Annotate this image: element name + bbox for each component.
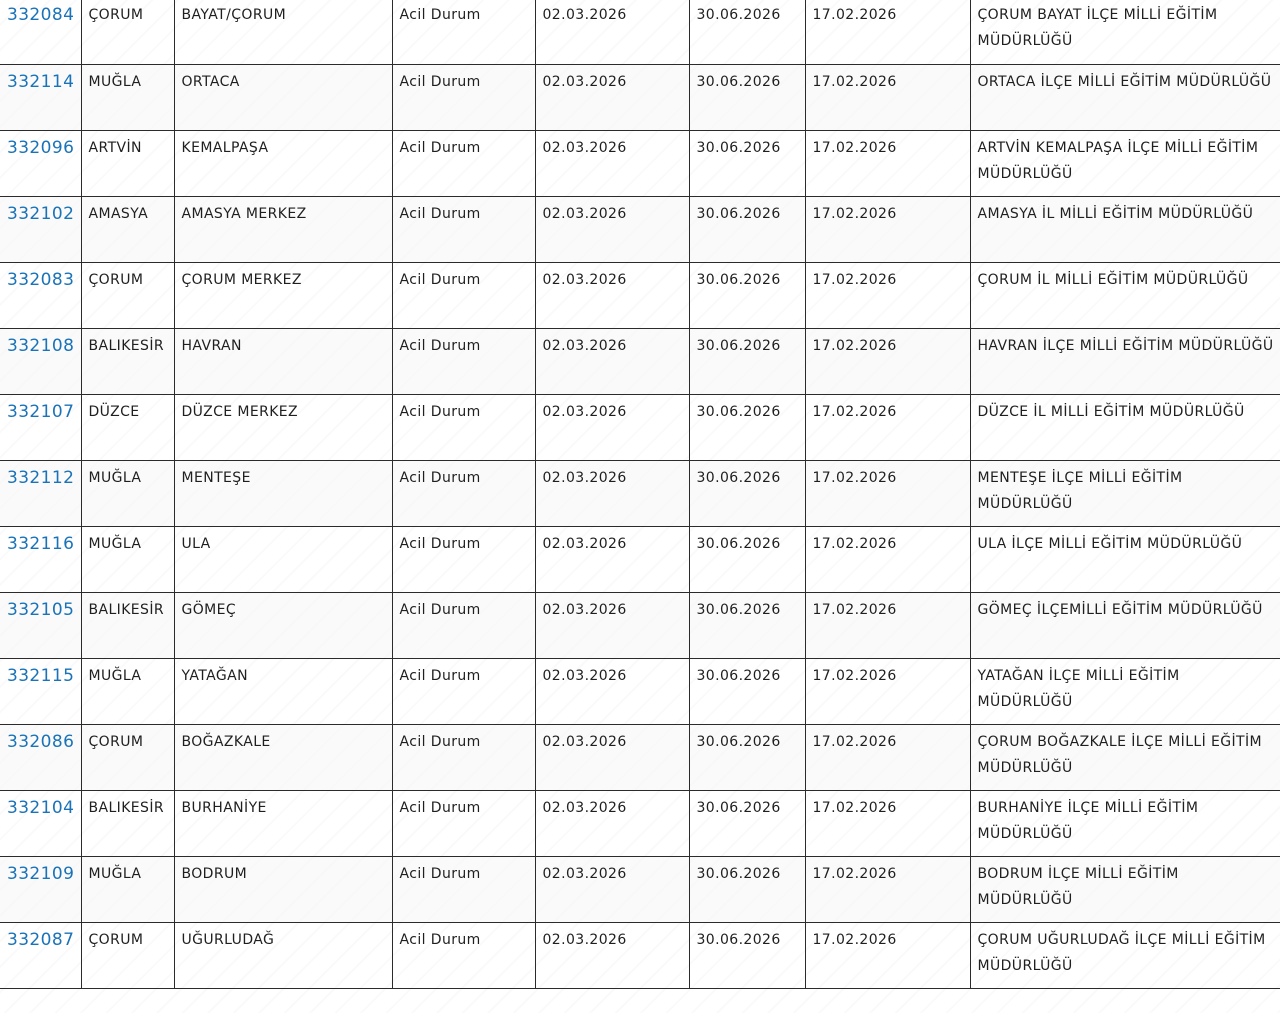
- table-row: [0, 394, 1280, 460]
- table-cell: [81, 460, 174, 526]
- table-cell: [689, 64, 805, 130]
- table-cell: [174, 0, 392, 64]
- table-cell: [689, 0, 805, 64]
- end-date-cell: 30.06.2026: [696, 469, 781, 486]
- table-cell: [81, 526, 174, 592]
- table-cell[interactable]: [0, 922, 81, 988]
- end-date-cell: 30.06.2026: [696, 271, 781, 288]
- table-cell: [535, 130, 689, 196]
- start-date-cell: 02.03.2026: [542, 139, 627, 156]
- table-cell[interactable]: [0, 592, 81, 658]
- announcement-id-link[interactable]: 332108: [7, 335, 75, 356]
- district-cell: HAVRAN: [181, 337, 242, 354]
- status-cell: Acil Durum: [399, 931, 481, 948]
- district-cell: BOĞAZKALE: [181, 733, 271, 750]
- end-date-cell: 30.06.2026: [696, 7, 781, 23]
- table-cell: [81, 328, 174, 394]
- table-cell: [392, 658, 535, 724]
- announcement-id-link[interactable]: 332084: [7, 5, 75, 25]
- table-row: [0, 0, 1280, 64]
- table-cell: [392, 592, 535, 658]
- announcement-id-link[interactable]: 332112: [7, 467, 75, 488]
- table-cell: [81, 790, 174, 856]
- table-cell: [174, 262, 392, 328]
- table-cell: [392, 724, 535, 790]
- table-cell: [805, 460, 970, 526]
- institution-cell: DÜZCE İL MİLLİ EĞİTİM MÜDÜRLÜĞÜ: [977, 403, 1245, 420]
- announcement-date-cell: 17.02.2026: [812, 403, 897, 420]
- status-cell: Acil Durum: [399, 205, 481, 222]
- institution-cell: MENTEŞE İLÇE MİLLİ EĞİTİM MÜDÜRLÜĞÜ: [977, 469, 1183, 512]
- status-cell: Acil Durum: [399, 271, 481, 288]
- table-cell: [174, 130, 392, 196]
- table-cell: [689, 592, 805, 658]
- table-row: [0, 790, 1280, 856]
- table-cell[interactable]: [0, 526, 81, 592]
- table-cell: [392, 196, 535, 262]
- table-cell: [689, 856, 805, 922]
- table-row: [0, 64, 1280, 130]
- district-cell: GÖMEÇ: [181, 601, 237, 618]
- start-date-cell: 02.03.2026: [542, 337, 627, 354]
- table-cell: [535, 262, 689, 328]
- announcement-date-cell: 17.02.2026: [812, 7, 897, 23]
- province-cell: MUĞLA: [88, 73, 142, 90]
- table-cell: [805, 328, 970, 394]
- table-cell: [805, 262, 970, 328]
- announcement-date-cell: 17.02.2026: [812, 73, 897, 90]
- table-cell: [174, 856, 392, 922]
- announcement-date-cell: 17.02.2026: [812, 139, 897, 156]
- announcement-id-link[interactable]: 332104: [7, 797, 75, 818]
- end-date-cell: 30.06.2026: [696, 667, 781, 684]
- start-date-cell: 02.03.2026: [542, 799, 627, 816]
- institution-cell: ÇORUM BAYAT İLÇE MİLLİ EĞİTİM MÜDÜRLÜĞÜ: [977, 7, 1218, 49]
- table-cell: [805, 130, 970, 196]
- table-cell: [970, 592, 1280, 658]
- institution-cell: BODRUM İLÇE MİLLİ EĞİTİM MÜDÜRLÜĞÜ: [977, 865, 1179, 908]
- district-cell: BODRUM: [181, 865, 248, 882]
- province-cell: MUĞLA: [88, 469, 142, 486]
- table-cell: [805, 922, 970, 988]
- district-cell: UĞURLUDAĞ: [181, 931, 275, 948]
- table-cell[interactable]: [0, 196, 81, 262]
- table-cell: [81, 658, 174, 724]
- status-cell: Acil Durum: [399, 601, 481, 618]
- table-row: [0, 130, 1280, 196]
- start-date-cell: 02.03.2026: [542, 73, 627, 90]
- table-cell[interactable]: [0, 724, 81, 790]
- table-cell: [970, 394, 1280, 460]
- province-cell: MUĞLA: [88, 865, 142, 882]
- table-cell: [970, 724, 1280, 790]
- province-cell: DÜZCE: [88, 403, 140, 420]
- table-row: [0, 922, 1280, 988]
- table-cell: [689, 196, 805, 262]
- table-cell[interactable]: [0, 790, 81, 856]
- start-date-cell: 02.03.2026: [542, 865, 627, 882]
- table-cell: [174, 922, 392, 988]
- district-cell: ÇORUM MERKEZ: [181, 271, 302, 288]
- district-cell: BAYAT/ÇORUM: [181, 7, 287, 23]
- table-cell: [970, 658, 1280, 724]
- start-date-cell: 02.03.2026: [542, 733, 627, 750]
- end-date-cell: 30.06.2026: [696, 931, 781, 948]
- table-cell[interactable]: [0, 262, 81, 328]
- table-cell: [970, 526, 1280, 592]
- status-cell: Acil Durum: [399, 865, 481, 882]
- start-date-cell: 02.03.2026: [542, 469, 627, 486]
- table-cell: [805, 0, 970, 64]
- table-cell: [805, 658, 970, 724]
- district-cell: ORTACA: [181, 73, 240, 90]
- announcement-date-cell: 17.02.2026: [812, 799, 897, 816]
- table-cell: [392, 526, 535, 592]
- table-row: [0, 592, 1280, 658]
- table-cell: [535, 526, 689, 592]
- district-cell: MENTEŞE: [181, 469, 251, 486]
- institution-cell: BURHANİYE İLÇE MİLLİ EĞİTİM MÜDÜRLÜĞÜ: [977, 799, 1199, 842]
- table-cell[interactable]: [0, 856, 81, 922]
- announcement-date-cell: 17.02.2026: [812, 667, 897, 684]
- district-cell: AMASYA MERKEZ: [181, 205, 307, 222]
- institution-cell: ULA İLÇE MİLLİ EĞİTİM MÜDÜRLÜĞÜ: [977, 535, 1243, 552]
- table-cell: [392, 460, 535, 526]
- table-row: [0, 196, 1280, 262]
- table-cell: [535, 658, 689, 724]
- announcement-id-link[interactable]: 332115: [7, 665, 75, 686]
- announcement-date-cell: 17.02.2026: [812, 337, 897, 354]
- table-cell[interactable]: [0, 658, 81, 724]
- institution-cell: YATAĞAN İLÇE MİLLİ EĞİTİM MÜDÜRLÜĞÜ: [977, 667, 1180, 710]
- province-cell: ÇORUM: [88, 931, 144, 948]
- announcement-id-link[interactable]: 332114: [7, 71, 75, 92]
- table-cell: [535, 592, 689, 658]
- table-cell: [535, 724, 689, 790]
- status-cell: Acil Durum: [399, 799, 481, 816]
- table-cell: [174, 460, 392, 526]
- end-date-cell: 30.06.2026: [696, 733, 781, 750]
- table-cell: [174, 790, 392, 856]
- institution-cell: ÇORUM İL MİLLİ EĞİTİM MÜDÜRLÜĞÜ: [977, 271, 1249, 288]
- end-date-cell: 30.06.2026: [696, 403, 781, 420]
- table-row: [0, 856, 1280, 922]
- end-date-cell: 30.06.2026: [696, 205, 781, 222]
- table-cell: [81, 592, 174, 658]
- table-cell: [392, 0, 535, 64]
- announcement-id-link[interactable]: 332102: [7, 203, 75, 224]
- announcement-date-cell: 17.02.2026: [812, 469, 897, 486]
- table-cell: [805, 592, 970, 658]
- table-cell: [805, 790, 970, 856]
- table-cell: [81, 262, 174, 328]
- table-cell: [81, 130, 174, 196]
- table-cell[interactable]: [0, 394, 81, 460]
- status-cell: Acil Durum: [399, 337, 481, 354]
- table-cell: [535, 328, 689, 394]
- table-row: [0, 526, 1280, 592]
- table-cell: [970, 460, 1280, 526]
- institution-cell: ÇORUM UĞURLUDAĞ İLÇE MİLLİ EĞİTİM MÜDÜRLÜĞÜ: [977, 931, 1266, 974]
- table-cell: [689, 922, 805, 988]
- table-cell: [970, 922, 1280, 988]
- table-row: [0, 328, 1280, 394]
- announcement-id-link[interactable]: 332107: [7, 401, 75, 422]
- announcement-id-link[interactable]: 332087: [7, 929, 75, 950]
- table-cell[interactable]: [0, 64, 81, 130]
- start-date-cell: 02.03.2026: [542, 205, 627, 222]
- table-cell: [81, 394, 174, 460]
- table-cell: [689, 130, 805, 196]
- table-cell: [535, 64, 689, 130]
- table-cell: [174, 724, 392, 790]
- start-date-cell: 02.03.2026: [542, 535, 627, 552]
- table-cell: [174, 394, 392, 460]
- start-date-cell: 02.03.2026: [542, 601, 627, 618]
- province-cell: BALIKESİR: [88, 337, 164, 354]
- table-cell: [970, 856, 1280, 922]
- table-cell: [805, 526, 970, 592]
- table-cell: [535, 196, 689, 262]
- start-date-cell: 02.03.2026: [542, 667, 627, 684]
- table-cell: [689, 328, 805, 394]
- institution-cell: ARTVİN KEMALPAŞA İLÇE MİLLİ EĞİTİM MÜDÜRLÜĞÜ: [977, 139, 1259, 182]
- table-cell: [535, 856, 689, 922]
- start-date-cell: 02.03.2026: [542, 271, 627, 288]
- district-cell: BURHANİYE: [181, 799, 267, 816]
- district-cell: YATAĞAN: [181, 667, 248, 684]
- table-cell: [392, 130, 535, 196]
- table-cell: [805, 724, 970, 790]
- end-date-cell: 30.06.2026: [696, 865, 781, 882]
- start-date-cell: 02.03.2026: [542, 7, 627, 23]
- table-cell: [174, 658, 392, 724]
- table-row: [0, 724, 1280, 790]
- province-cell: ÇORUM: [88, 733, 144, 750]
- table-cell: [970, 790, 1280, 856]
- status-cell: Acil Durum: [399, 667, 481, 684]
- province-cell: ÇORUM: [88, 271, 144, 288]
- end-date-cell: 30.06.2026: [696, 337, 781, 354]
- table-cell: [535, 394, 689, 460]
- announcement-date-cell: 17.02.2026: [812, 601, 897, 618]
- table-cell: [535, 922, 689, 988]
- announcement-id-link[interactable]: 332105: [7, 599, 75, 620]
- table-cell: [970, 130, 1280, 196]
- table-cell: [689, 658, 805, 724]
- institution-cell: ORTACA İLÇE MİLLİ EĞİTİM MÜDÜRLÜĞÜ: [977, 73, 1272, 90]
- table-cell: [805, 64, 970, 130]
- table-cell[interactable]: [0, 460, 81, 526]
- table-cell: [392, 922, 535, 988]
- announcement-id-link[interactable]: 332116: [7, 533, 75, 554]
- table-cell: [689, 460, 805, 526]
- table-cell: [689, 526, 805, 592]
- table-cell: [970, 64, 1280, 130]
- institution-cell: HAVRAN İLÇE MİLLİ EĞİTİM MÜDÜRLÜĞÜ: [977, 337, 1274, 354]
- announcement-date-cell: 17.02.2026: [812, 931, 897, 948]
- table-cell: [805, 394, 970, 460]
- province-cell: ÇORUM: [88, 7, 144, 23]
- announcement-date-cell: 17.02.2026: [812, 733, 897, 750]
- province-cell: BALIKESİR: [88, 601, 164, 618]
- table-cell[interactable]: [0, 0, 81, 64]
- province-cell: AMASYA: [88, 205, 149, 222]
- end-date-cell: 30.06.2026: [696, 799, 781, 816]
- announcement-id-link[interactable]: 332096: [7, 137, 75, 158]
- table-cell: [81, 724, 174, 790]
- table-cell: [174, 592, 392, 658]
- table-row: [0, 460, 1280, 526]
- table-cell: [689, 790, 805, 856]
- end-date-cell: 30.06.2026: [696, 73, 781, 90]
- status-cell: Acil Durum: [399, 139, 481, 156]
- status-cell: Acil Durum: [399, 733, 481, 750]
- status-cell: Acil Durum: [399, 73, 481, 90]
- end-date-cell: 30.06.2026: [696, 139, 781, 156]
- table-cell: [535, 790, 689, 856]
- announcement-id-link[interactable]: 332086: [7, 731, 75, 752]
- status-cell: Acil Durum: [399, 7, 481, 23]
- institution-cell: AMASYA İL MİLLİ EĞİTİM MÜDÜRLÜĞÜ: [977, 205, 1254, 222]
- table-cell: [392, 328, 535, 394]
- announcement-date-cell: 17.02.2026: [812, 205, 897, 222]
- table-cell: [174, 64, 392, 130]
- announcement-id-link[interactable]: 332083: [7, 269, 75, 290]
- start-date-cell: 02.03.2026: [542, 931, 627, 948]
- announcement-date-cell: 17.02.2026: [812, 535, 897, 552]
- table-cell: [689, 262, 805, 328]
- table-cell: [970, 196, 1280, 262]
- table-cell: [392, 64, 535, 130]
- table-cell: [392, 790, 535, 856]
- table-cell[interactable]: [0, 328, 81, 394]
- table-cell: [805, 196, 970, 262]
- table-cell: [81, 922, 174, 988]
- table-row: [0, 262, 1280, 328]
- status-cell: Acil Durum: [399, 469, 481, 486]
- table-cell: [689, 724, 805, 790]
- table-cell: [535, 460, 689, 526]
- table-cell: [689, 394, 805, 460]
- table-cell: [174, 328, 392, 394]
- end-date-cell: 30.06.2026: [696, 535, 781, 552]
- announcement-date-cell: 17.02.2026: [812, 865, 897, 882]
- table-cell: [970, 0, 1280, 64]
- institution-cell: ÇORUM BOĞAZKALE İLÇE MİLLİ EĞİTİM MÜDÜRLÜĞÜ: [977, 733, 1262, 776]
- status-cell: Acil Durum: [399, 403, 481, 420]
- table-cell: [392, 394, 535, 460]
- table-cell: [81, 856, 174, 922]
- table-cell: [392, 856, 535, 922]
- table-cell: [81, 196, 174, 262]
- table-row: [0, 658, 1280, 724]
- district-cell: DÜZCE MERKEZ: [181, 403, 299, 420]
- table-cell: [81, 64, 174, 130]
- announcement-id-link[interactable]: 332109: [7, 863, 75, 884]
- table-cell: [805, 856, 970, 922]
- end-date-cell: 30.06.2026: [696, 601, 781, 618]
- table-cell[interactable]: [0, 130, 81, 196]
- table-cell: [174, 196, 392, 262]
- table-cell: [970, 328, 1280, 394]
- announcement-date-cell: 17.02.2026: [812, 271, 897, 288]
- province-cell: MUĞLA: [88, 667, 142, 684]
- table-cell: [81, 0, 174, 64]
- table-cell: [392, 262, 535, 328]
- start-date-cell: 02.03.2026: [542, 403, 627, 420]
- province-cell: BALIKESİR: [88, 799, 164, 816]
- district-cell: ULA: [181, 535, 211, 552]
- table-cell: [535, 0, 689, 64]
- status-cell: Acil Durum: [399, 535, 481, 552]
- district-cell: KEMALPAŞA: [181, 139, 269, 156]
- table-cell: [174, 526, 392, 592]
- province-cell: MUĞLA: [88, 535, 142, 552]
- province-cell: ARTVİN: [88, 139, 142, 156]
- institution-cell: GÖMEÇ İLÇEMİLLİ EĞİTİM MÜDÜRLÜĞÜ: [977, 601, 1263, 618]
- table-cell: [970, 262, 1280, 328]
